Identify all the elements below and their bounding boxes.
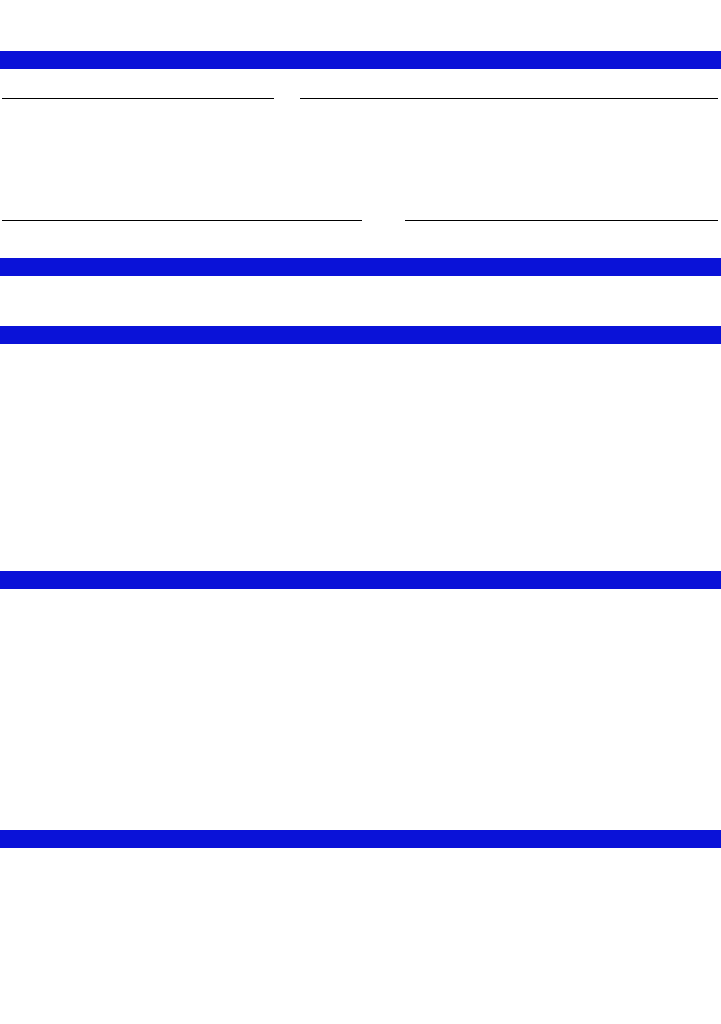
last-week-band — [0, 326, 721, 344]
rosters-band — [0, 830, 721, 848]
review-rule-left — [2, 220, 362, 221]
review-rule-right — [405, 220, 718, 221]
standings-header-rule-2 — [300, 98, 718, 99]
standings-header-rule — [2, 98, 274, 99]
season-band — [0, 571, 721, 589]
lane-assign-band — [0, 258, 721, 276]
standings-band — [0, 51, 721, 69]
